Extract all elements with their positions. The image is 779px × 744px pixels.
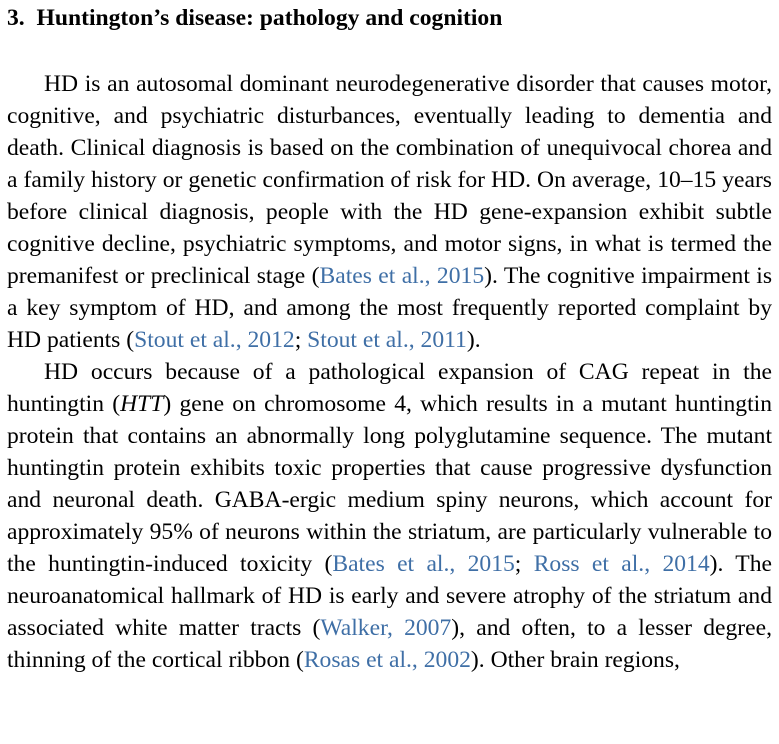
p2-text-3: ; [514, 551, 534, 577]
article-page [7, 4, 772, 676]
p1-text-3: ; [294, 327, 308, 353]
citation-stout-2012[interactable]: Stout et al., 2012 [134, 327, 295, 353]
citation-bates-2015[interactable]: Bates et al., 2015 [319, 263, 485, 289]
paragraph-1 [7, 68, 772, 356]
p1-text-1: HD is an autosomal dominant neurodegenerative disorder that causes motor, cognitive, and psychiatric disturbances, eventually leading to dementia and death. Clinical diagnosis is based on the combination of unequivocal chorea and a family history or genetic confirmation of risk for HD. On average, 10–15 years before clinical diagnosis, people with the HD gene-expansion exhibit subtle cognitive decline, psychiatric symptoms, and motor signs, in what is termed the premanifest or preclinical stage ( [7, 71, 772, 289]
p2-text-4: ). The neuroanatomical hallmark of HD is early and severe atrophy of the striatum and associated white matter tracts ( [7, 551, 772, 641]
p2-text-1: HD occurs because of a pathological expansion of CAG repeat in the huntingtin ( [7, 359, 772, 417]
p2-text-6: ). Other brain regions, [470, 647, 680, 673]
section-title: Huntington’s disease: pathology and cognition [36, 5, 503, 31]
citation-stout-2011[interactable]: Stout et al., 2011 [307, 327, 467, 353]
gene-name: HTT [120, 391, 164, 417]
p2-text-5: ), and often, to a lesser degree, thinning of the cortical ribbon ( [7, 615, 772, 673]
citation-walker-2007[interactable]: Walker, 2007 [320, 615, 452, 641]
p1-text-4: ). [466, 327, 481, 353]
section-number: 3. [7, 5, 25, 31]
section-heading [7, 4, 772, 32]
citation-rosas-2002[interactable]: Rosas et al., 2002 [303, 647, 471, 673]
paragraph-2 [7, 356, 772, 676]
citation-bates-2015-b[interactable]: Bates et al., 2015 [332, 551, 515, 577]
citation-ross-2014[interactable]: Ross et al., 2014 [533, 551, 710, 577]
p2-text-2: ) gene on chromosome 4, which results in a mutant huntingtin protein that contains an abnormally long polyglutamine sequence. The mutant huntingtin protein exhibits toxic properties that cause progressive dysfunction and neuronal death. GABA-ergic medium spiny neurons, which account for approximately 95% of neurons within the striatum, are particularly vulnerable to the huntingtin-induced toxicity ( [7, 391, 772, 577]
p1-text-2: ). The cognitive impairment is a key symptom of HD, and among the most frequently reported complaint by HD patients ( [7, 263, 772, 353]
